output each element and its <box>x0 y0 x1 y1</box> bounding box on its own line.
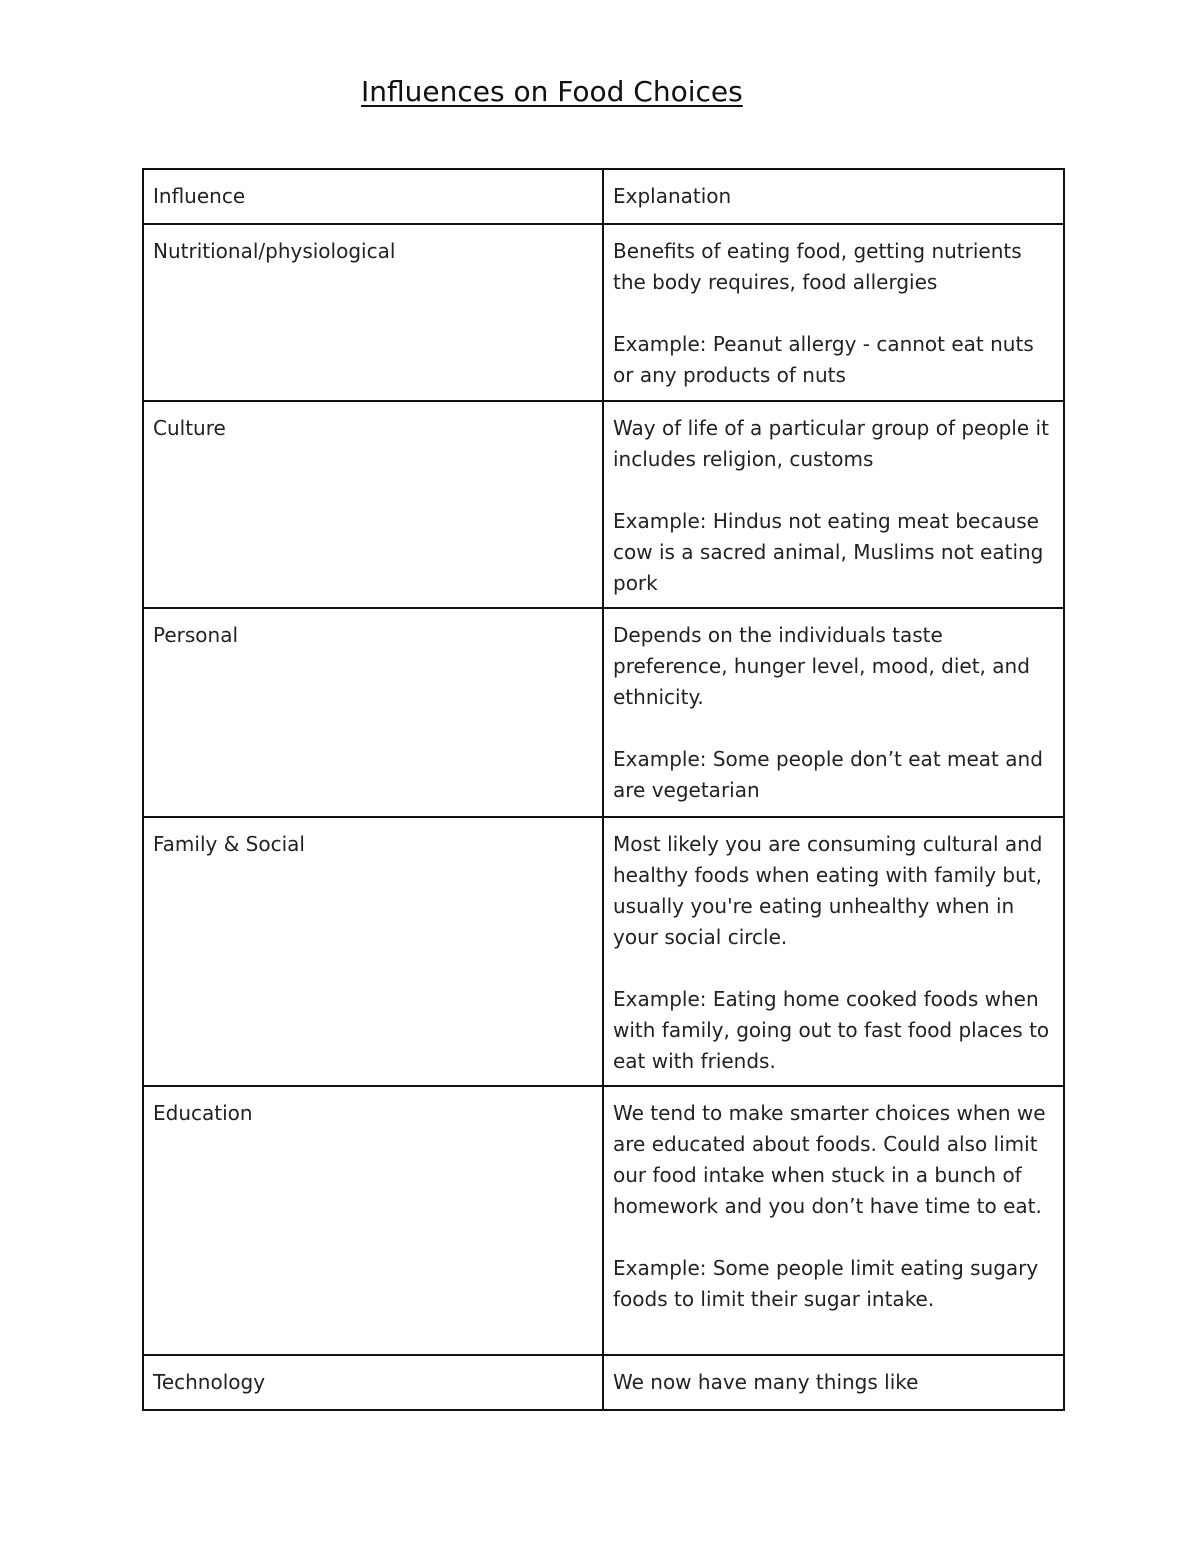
explanation-text: Benefits of eating food, getting nutrients the body requires, food allergies <box>613 239 1022 294</box>
influence-cell: Family & Social <box>143 817 603 1086</box>
explanation-cell <box>603 1086 1064 1355</box>
table-row <box>143 608 1064 817</box>
example-text: Example: Eating home cooked foods when with family, going out to fast food places to eat with friends. <box>613 987 1050 1073</box>
explanation-text: Depends on the individuals taste preference, hunger level, mood, diet, and ethnicity. <box>613 623 1030 709</box>
explanation-cell <box>603 401 1064 608</box>
explanation-cell <box>603 1355 1064 1410</box>
table-row <box>143 1086 1064 1355</box>
explanation-cell <box>603 817 1064 1086</box>
explanation-text: We tend to make smarter choices when we are educated about foods. Could also limit our food intake when stuck in a bunch of homework and you don’t have time to eat. <box>613 1101 1046 1218</box>
example-text: Example: Hindus not eating meat because cow is a sacred animal, Muslims not eating pork <box>613 509 1044 595</box>
table-row <box>143 1355 1064 1410</box>
table-row <box>143 224 1064 401</box>
table-row <box>143 817 1064 1086</box>
explanation-text: We now have many things like <box>613 1370 919 1394</box>
explanation-cell <box>603 608 1064 817</box>
influence-cell: Nutritional/physiological <box>143 224 603 401</box>
header-influence: Influence <box>143 169 603 224</box>
influence-cell: Education <box>143 1086 603 1355</box>
example-text: Example: Some people don’t eat meat and are vegetarian <box>613 747 1043 802</box>
page-title: Influences on Food Choices <box>361 75 743 108</box>
influence-cell: Personal <box>143 608 603 817</box>
table-header-row <box>143 169 1064 224</box>
influence-cell: Technology <box>143 1355 603 1410</box>
example-text: Example: Peanut allergy - cannot eat nuts or any products of nuts <box>613 332 1034 387</box>
example-text: Example: Some people limit eating sugary foods to limit their sugar intake. <box>613 1256 1039 1311</box>
influences-table <box>142 168 1065 1411</box>
explanation-text: Way of life of a particular group of people it includes religion, customs <box>613 416 1049 471</box>
header-explanation: Explanation <box>603 169 1064 224</box>
explanation-text: Most likely you are consuming cultural and healthy foods when eating with family but, usually you're eating unhealthy when in your social circle. <box>613 832 1043 949</box>
table-row <box>143 401 1064 608</box>
influence-cell: Culture <box>143 401 603 608</box>
explanation-cell <box>603 224 1064 401</box>
